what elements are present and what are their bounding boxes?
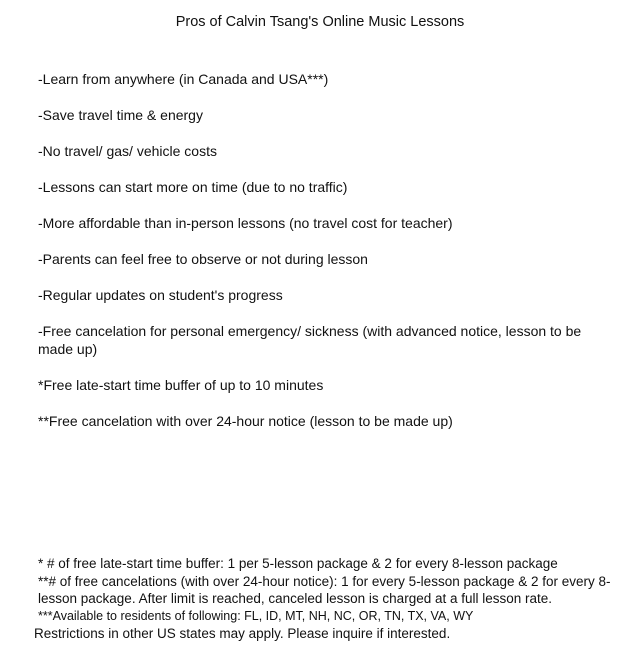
pro-item: -Free cancelation for personal emergency/ sickness (with advanced notice, lesson to be made up) (38, 323, 582, 357)
pro-item: -Regular updates on student's progress (38, 287, 283, 303)
document-title: Pros of Calvin Tsang's Online Music Lessons (175, 14, 465, 30)
pro-item: -More affordable than in-person lessons (no travel cost for teacher) (38, 215, 453, 231)
footnotes (34, 555, 618, 643)
pro-item: -Parents can feel free to observe or not during lesson (38, 251, 368, 267)
pro-item: **Free cancelation with over 24-hour notice (lesson to be made up) (38, 413, 453, 429)
footnote-availability: ***Available to residents of following: FL, ID, MT, NH, NC, OR, TN, TX, VA, WY (38, 608, 474, 623)
footnote-restrictions: Restrictions in other US states may apply. Please inquire if interested. (34, 626, 451, 641)
pro-item: -Save travel time & energy (38, 107, 203, 123)
footnote-late-start: * # of free late-start time buffer: 1 per 5-lesson package & 2 for every 8-lesson package (38, 556, 558, 571)
pros-list (38, 70, 618, 448)
pro-item: -Lessons can start more on time (due to no traffic) (38, 179, 348, 195)
pro-item: *Free late-start time buffer of up to 10 minutes (38, 377, 324, 393)
pro-item: -No travel/ gas/ vehicle costs (38, 143, 217, 159)
footnote-cancelations: **# of free cancelations (with over 24-hour notice): 1 for every 5-lesson package & 2 for every 8-lesson package. After limit is reached, canceled lesson is charged at a full lesson rate. (38, 573, 611, 606)
pro-item: -Learn from anywhere (in Canada and USA***) (38, 71, 329, 87)
